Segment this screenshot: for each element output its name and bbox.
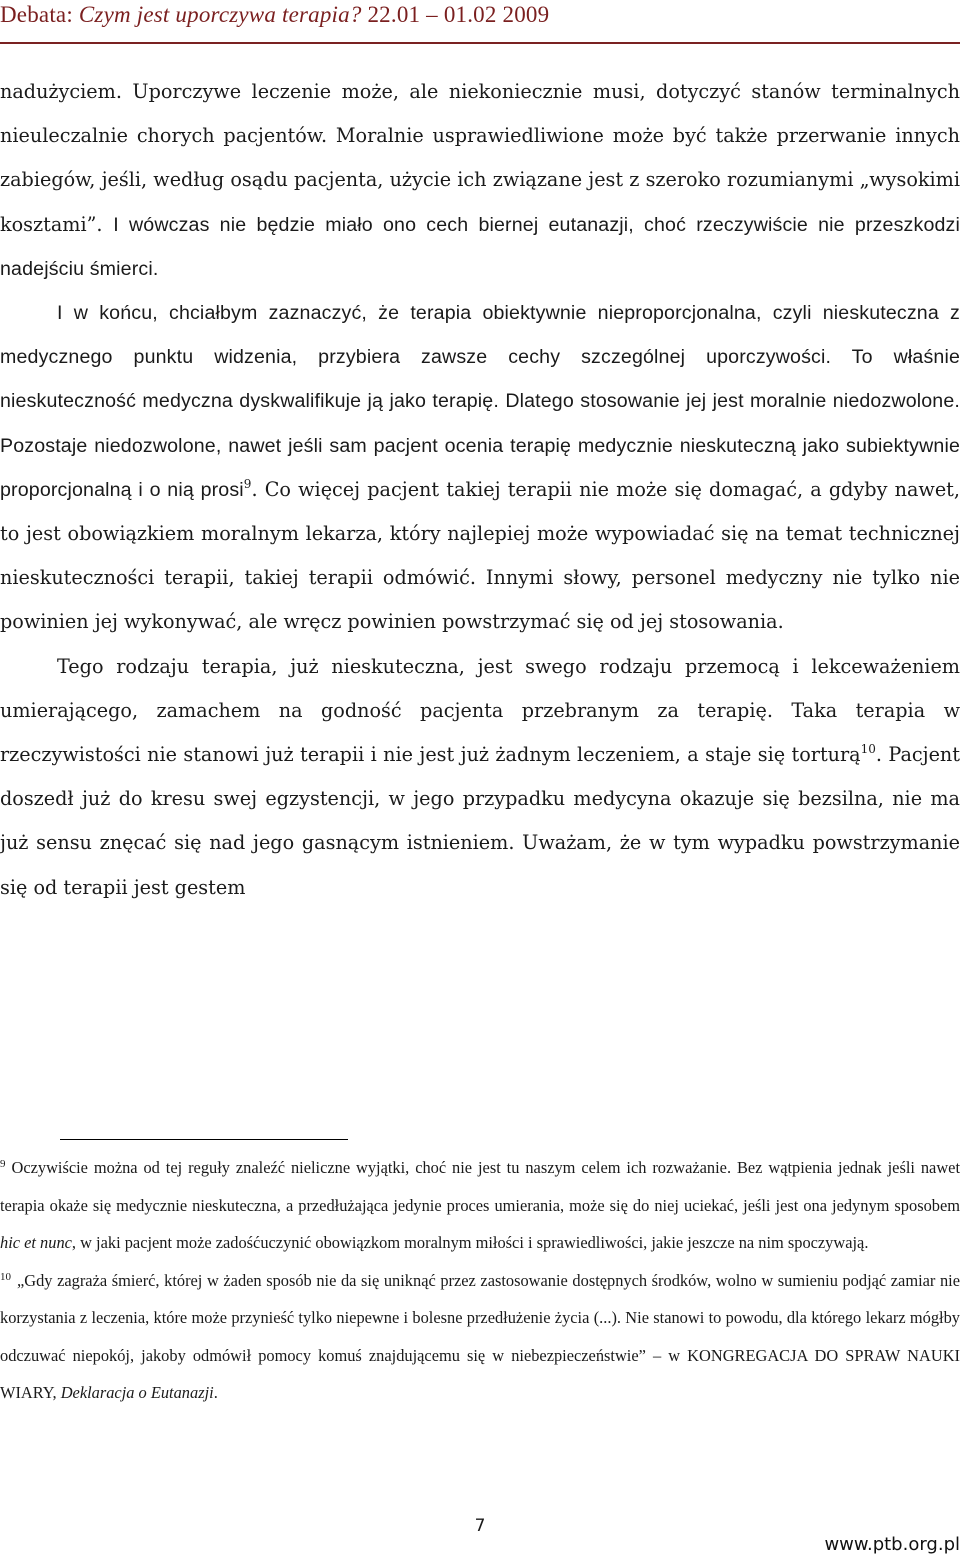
paragraph-1-text: nadużyciem. Uporczywe leczenie może, ale niekoniecznie musi, dotyczyć stanów terminalnych nieuleczalnie chorych pacjentów. Moralnie usprawiedliwione może być także przerwanie innych zabiegów, jeśli, według osądu pacjenta, użycie ich związane jest z szeroko rozumianymi „wysokimi kosztami”.	[0, 80, 960, 236]
header-title-dates: 22.01 – 01.02 2009	[361, 2, 550, 27]
paragraph-2-text-a: I w końcu, chciałbym zaznaczyć, że terapia obiektywnie nieproporcjonalna, czyli nieskuteczna z medycznego punktu widzenia, przybiera zawsze cechy szczególnej uporczywości. To właśnie nieskuteczność medyczna dyskwalifikuje ją jako terapię. Dlatego stosowanie jej jest moralnie niedozwolone. Pozostaje niedozwolone, nawet jeśli sam pacjent ocenia terapię medycznie nieskuteczną jako subiektywnie proporcjonalną i o nią prosi	[0, 302, 960, 501]
footnote-9-text-a: Oczywiście można od tej reguły znaleźć nieliczne wyjątki, choć nie jest tu naszym celem ich rozważanie. Bez wątpienia jednak jeśli nawet terapia okaże się medycznie nieskuteczna, a przedłużająca jedynie proces umierania, może się do niej uciekać, jeśli jest ona jedynym sposobem	[0, 1158, 960, 1215]
footnote-separator	[60, 1139, 348, 1140]
paragraph-3	[0, 645, 960, 910]
footnotes	[0, 1149, 960, 1412]
header-title	[0, 2, 549, 28]
footnote-9-italic: hic et nunc	[0, 1233, 72, 1252]
paragraph-3-text-a: Tego rodzaju terapia, już nieskuteczna, jest swego rodzaju przemocą i lekceważeniem umierającego, zamachem na godność pacjenta przebranym za terapię. Taka terapia w rzeczywistości nie stanowi już terapii i nie jest już żadnym leczeniem, a staje się torturą	[0, 654, 960, 767]
footnote-10	[0, 1262, 960, 1412]
footnote-10-text-b: .	[213, 1383, 218, 1402]
header-title-prefix: Debata:	[0, 2, 79, 27]
paragraph-1-sans-text: I wówczas nie będzie miało ono cech biernej eutanazji, choć rzeczywiście nie przeszkodzi nadejściu śmierci.	[0, 213, 960, 280]
paragraph-1	[0, 70, 960, 291]
footnote-ref-10[interactable]: 10	[860, 742, 876, 757]
paragraph-2-text-b: . Co więcej pacjent takiej terapii nie może się domagać, a gdyby nawet, to jest obowiązkiem moralnym lekarza, który najlepiej może wypowiadać się na temat technicznej nieskuteczności terapii, takiej terapii odmówić. Innymi słowy, personel medyczny nie tylko nie powinien jej wykonywać, ale wręcz powinien powstrzymać się od jej stosowania.	[0, 477, 960, 634]
footnote-9-number: 9	[0, 1158, 6, 1170]
footnote-9-text-b: , w jaki pacjent może zadośćuczynić obowiązkom moralnym miłości i sprawiedliwości, jakie jeszcze na nim spoczywają.	[71, 1233, 869, 1252]
footnote-10-number: 10	[0, 1270, 11, 1283]
paragraph-2	[0, 291, 960, 645]
footnote-10-italic: Deklaracja o Eutanazji	[60, 1383, 214, 1402]
footnote-10-text-a: „Gdy zagraża śmierć, której w żaden sposób nie da się uniknąć przez zastosowanie dostępnych środków, wolno w sumieniu podjąć zamiar nie korzystania z leczenia, które może przynieść tylko niepewne i bolesne przedłużenie życia (...). Nie stanowi to powodu, dla którego lekarz mógłby odczuwać niepokój, jakoby odmówił pomocy komuś znajdującemu się w niebezpieczeństwie” – w KONGREGACJA DO SPRAW NAUKI WIARY,	[0, 1270, 960, 1402]
footnote-9	[0, 1149, 960, 1262]
page-header	[0, 0, 960, 44]
main-text	[0, 70, 960, 910]
page-number: 7	[474, 1516, 486, 1536]
site-url[interactable]: www.ptb.org.pl	[824, 1534, 960, 1555]
paragraph-3-text-b: . Pacjent doszedł już do kresu swej egzystencji, w jego przypadku medycyna okazuje się bezsilna, nie ma już sensu znęcać się nad jego gasnącym istnieniem. Uważam, że w tym wypadku powstrzymanie się od terapii jest gestem	[0, 743, 960, 899]
footnote-ref-9[interactable]: 9	[243, 476, 252, 491]
header-title-italic: Czym jest uporczywa terapia?	[78, 2, 362, 27]
